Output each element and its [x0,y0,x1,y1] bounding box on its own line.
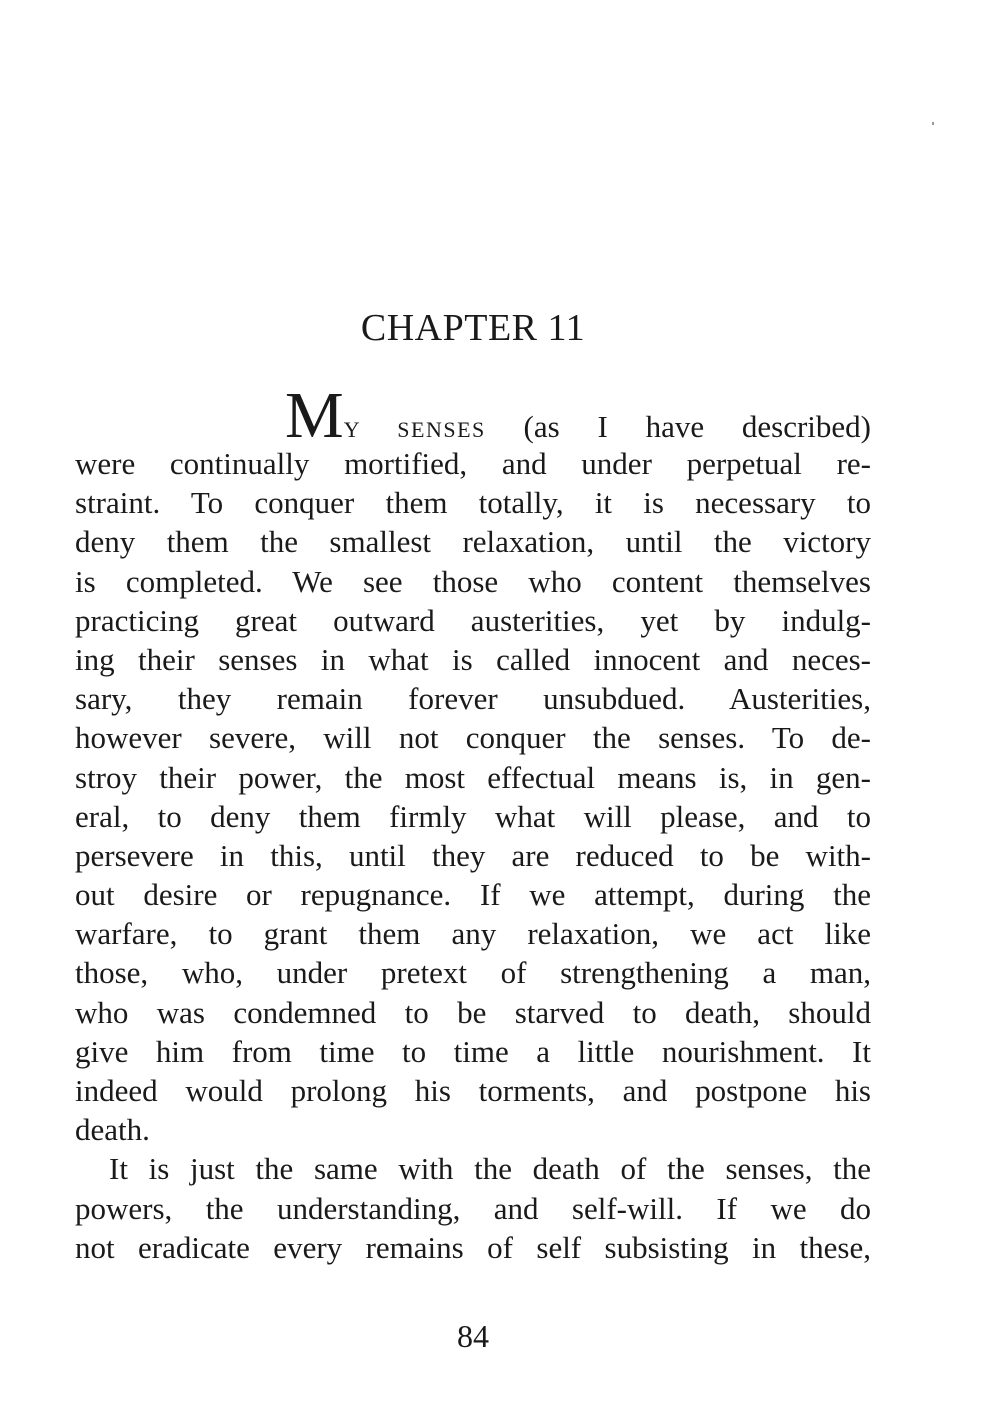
paragraph-1-line: deny them the smallest relaxation, until the victory [75,524,871,560]
paragraph-1-line: however severe, will not conquer the senses. To de- [75,720,871,756]
paragraph-1-line: were continually mortified, and under perpetual re- [75,446,871,481]
paragraph-1-line: sary, they remain forever unsubdued. Austerities, [75,681,871,717]
scan-speck [932,122,934,125]
paragraph-2-line: not eradicate every remains of self subsisting in these, [75,1229,871,1265]
paragraph-1-line: is completed. We see those who content themselves [75,563,871,599]
paragraph-1-line: ing their senses in what is called innocent and neces- [75,641,871,677]
paragraph-1-line: warfare, to grant them any relaxation, we act like [75,916,871,952]
paragraph-1-line: who was condemned to be starved to death, should [75,994,871,1030]
chapter-heading: CHAPTER 11 [360,307,586,349]
paragraph-1-line: straint. To conquer them totally, it is necessary to [75,485,871,521]
paragraph-1-line: out desire or repugnance. If we attempt, during the [75,877,871,913]
paragraph-1-line: give him from time to time a little nourishment. It [75,1033,871,1069]
body-text [75,379,871,1267]
paragraph-1-line: death. [75,1112,150,1148]
paragraph-1-line: those, who, under pretext of strengthening a man, [75,955,871,991]
paragraph-1-line: stroy their power, the most effectual means is, in gen- [75,759,871,795]
paragraph-1-line: eral, to deny them firmly what will please, and to [75,798,871,834]
page-number: 84 [457,1318,489,1354]
paragraph-1-line: practicing great outward austerities, yet by indulg- [75,602,871,638]
paragraph-1-line-1 [75,379,871,452]
drop-cap: M [285,379,344,452]
paragraph-2-line: powers, the understanding, and self-will. If we do [75,1190,871,1226]
paragraph-1-line-1-text: (as I have described) [485,409,871,444]
small-caps-lead: Y SENSES [343,417,486,442]
paragraph-2-line: It is just the same with the death of the senses, the [109,1151,871,1187]
paragraph-1-line: indeed would prolong his torments, and postpone his [75,1073,871,1108]
paragraph-1-line: persevere in this, until they are reduced to be with- [75,837,871,873]
